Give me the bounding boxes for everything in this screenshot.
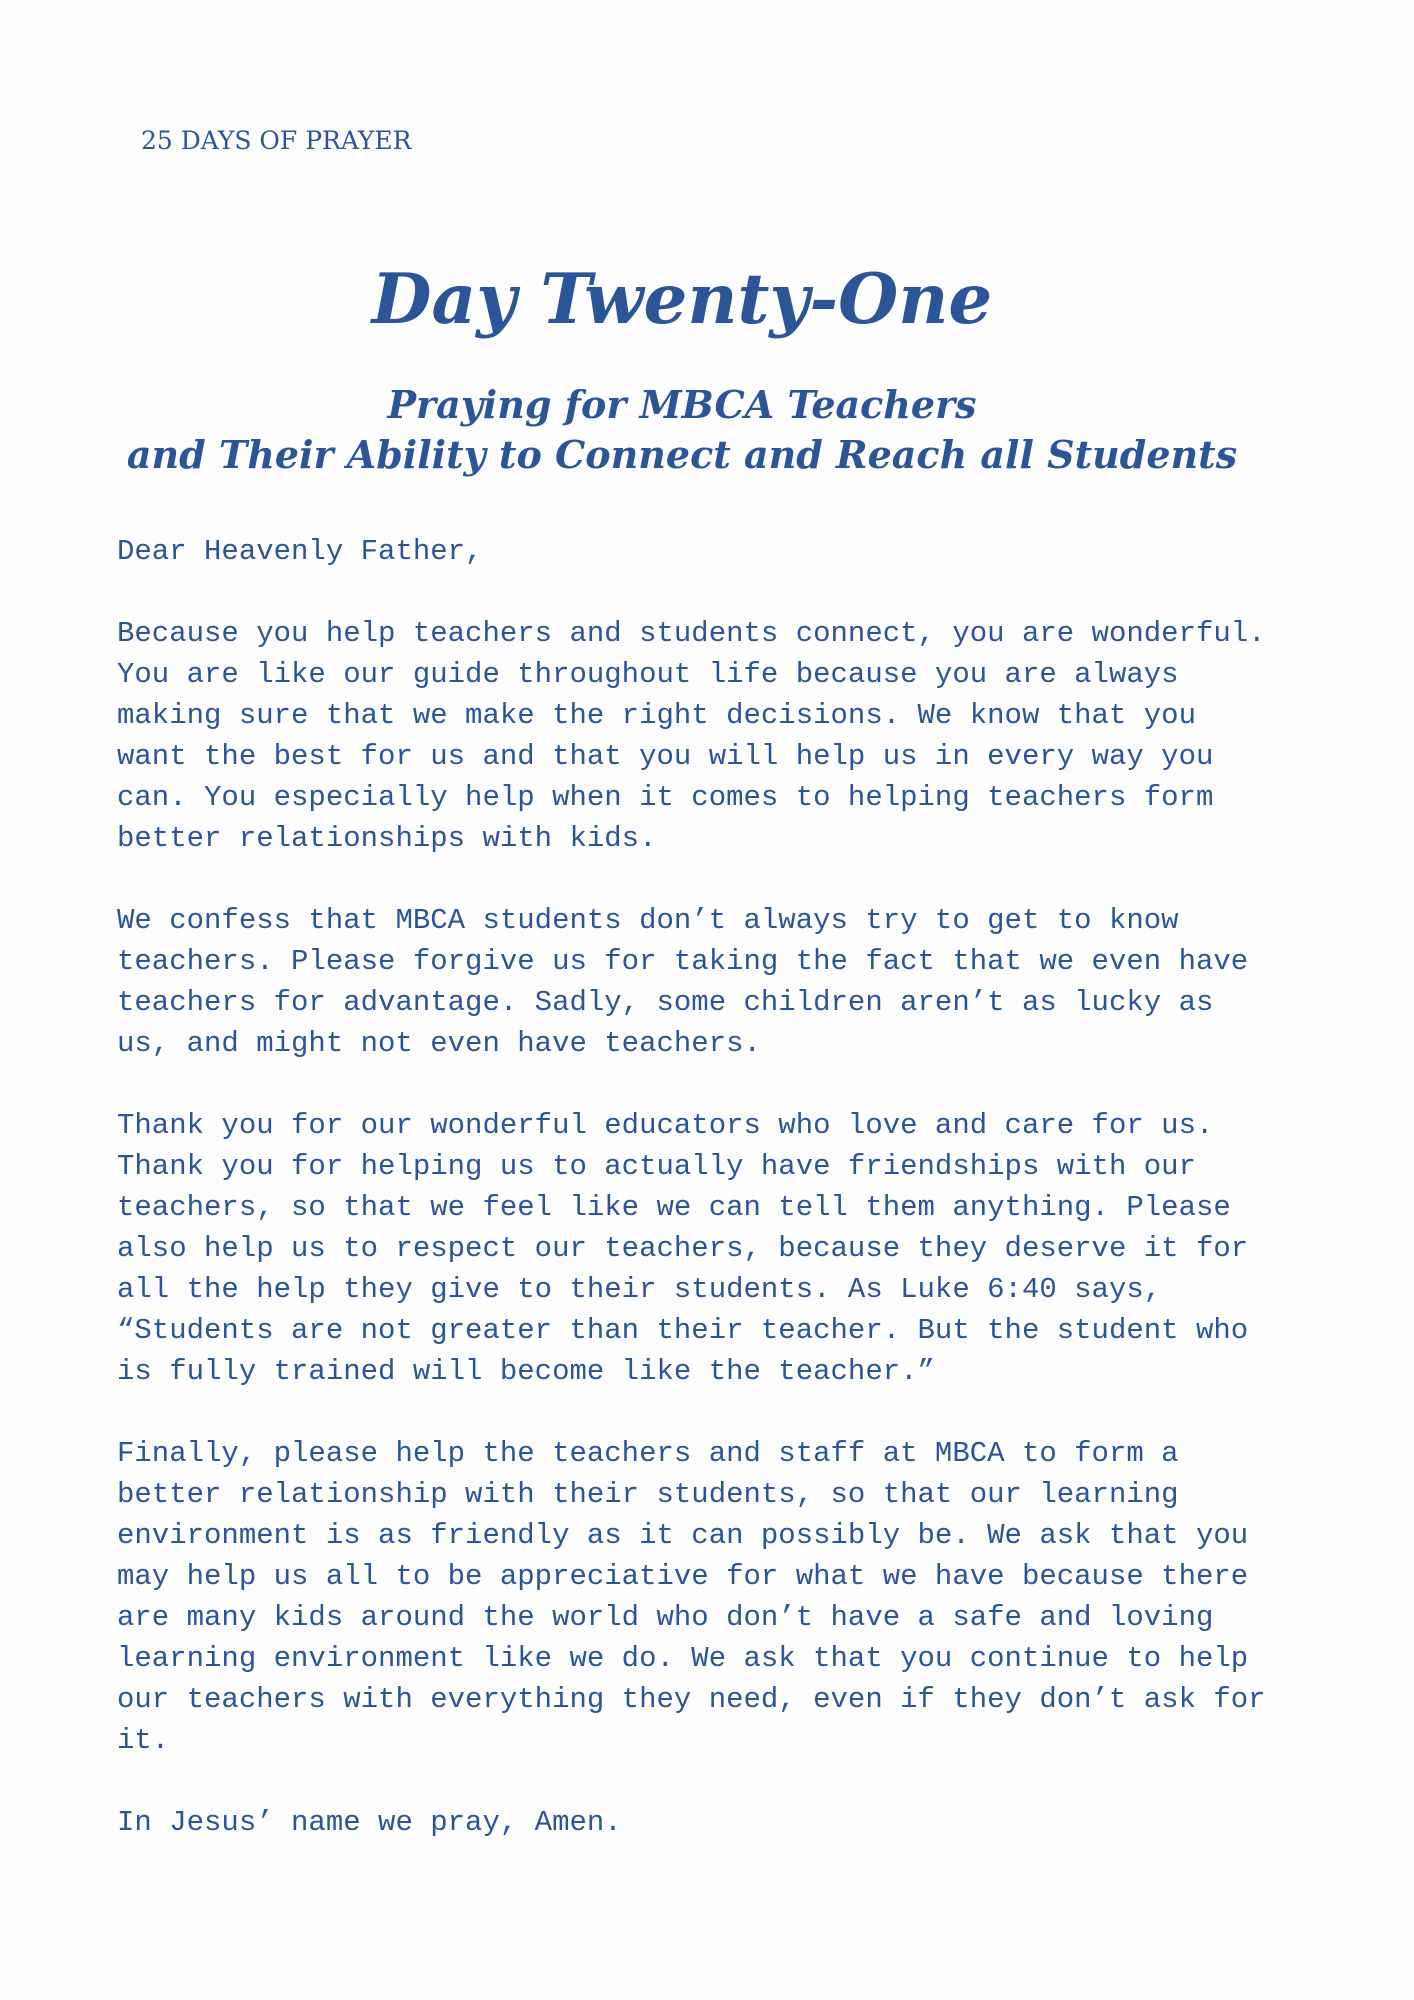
paragraph-praise: Because you help teachers and students connect, you are wonderful. You are like our guide throughout life because you are always making sure that we make the right decisions. We know that you want the best for us and that you will help us in every way you can. You especially help when it comes to helping teachers form better relationships with kids. — [117, 617, 1266, 855]
paragraph-supplication: Finally, please help the teachers and staff at MBCA to form a better relationship with their students, so that our learning environment is as friendly as it can possibly be. We ask that you may help us all to be appreciative for what we have because there are many kids around the world who don’t have a safe and loving learning environment like we do. We ask that you continue to help our teachers with everything they need, even if they don’t ask for it. — [117, 1437, 1266, 1757]
page-subtitle — [0, 380, 1364, 480]
subtitle-line-1: Praying for MBCA Teachers — [387, 382, 977, 427]
prayer-body — [117, 531, 1357, 1884]
paragraph-confession: We confess that MBCA students don’t always try to get to know teachers. Please forgive us for taking the fact that we even have teachers for advantage. Sadly, some children aren’t as lucky as us, and might not even have teachers. — [117, 904, 1249, 1060]
series-label: 25 DAYS OF PRAYER — [141, 126, 412, 155]
paragraph-thanksgiving: Thank you for our wonderful educators who love and care for us. Thank you for helping us to actually have friendships with our teachers, so that we feel like we can tell them anything. Please also help us to respect our teachers, because they deserve it for all the help they give to their students. As Luke 6:40 says, “Students are not greater than their teacher. But the student who is fully trained will become like the teacher.” — [117, 1109, 1249, 1388]
page-title: Day Twenty-One — [371, 259, 993, 340]
closing: In Jesus’ name we pray, Amen. — [117, 1806, 622, 1839]
subtitle-line-2: and Their Ability to Connect and Reach all Students — [126, 432, 1238, 477]
salutation: Dear Heavenly Father, — [117, 535, 483, 568]
